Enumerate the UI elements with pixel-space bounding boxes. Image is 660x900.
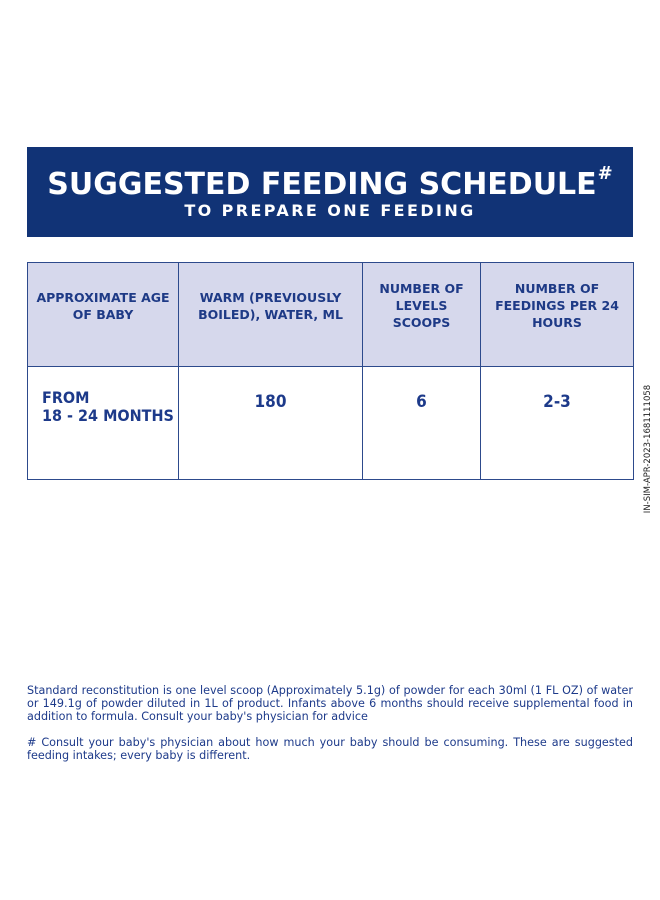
header-water-label: WARM (PREVIOUSLY BOILED), WATER, ML — [198, 289, 343, 322]
page-title — [27, 161, 633, 202]
table-header-row — [28, 263, 634, 367]
age-line-1: FROM — [42, 388, 90, 407]
cell-scoops: 6 — [363, 367, 481, 480]
cell-age — [28, 367, 179, 480]
header-water — [179, 263, 363, 367]
table-row — [28, 367, 634, 480]
cell-water: 180 — [179, 367, 363, 480]
footnotes — [27, 684, 633, 775]
cell-feedings: 2-3 — [481, 367, 634, 480]
header-scoops-label: NUMBER OF LEVELS SCOOPS — [379, 281, 464, 330]
title-footnote-mark: # — [597, 163, 613, 184]
header-feedings-label: NUMBER OF FEEDINGS PER 24 HOURS — [495, 281, 619, 330]
reconstitution-note: Standard reconstitution is one level scoop (Approximately 5.1g) of powder for each 30ml (1 FL OZ) of water or 149.1g of powder diluted in 1L of product. Infants above 6 months should receive supplemental food in addition to formula. Consult your baby's physician for advice — [27, 684, 633, 723]
header-scoops — [363, 263, 481, 367]
consult-note: # Consult your baby's physician about how much your baby should be consuming. These are suggested feeding intakes; every baby is different. — [27, 736, 633, 762]
age-line-2: 18 - 24 MONTHS — [42, 406, 174, 425]
feeding-schedule-table — [27, 262, 634, 480]
side-reference-code-text: IN-SIM-APR-2023-1681111058 — [643, 384, 653, 514]
header-age-label: APPROXIMATE AGE OF BABY — [36, 289, 170, 322]
header-feedings — [481, 263, 634, 367]
header-age — [28, 263, 179, 367]
title-banner — [27, 147, 633, 237]
page-title-text: SUGGESTED FEEDING SCHEDULE — [47, 167, 597, 202]
side-reference-code — [641, 381, 655, 517]
page-subtitle: TO PREPARE ONE FEEDING — [184, 201, 476, 220]
